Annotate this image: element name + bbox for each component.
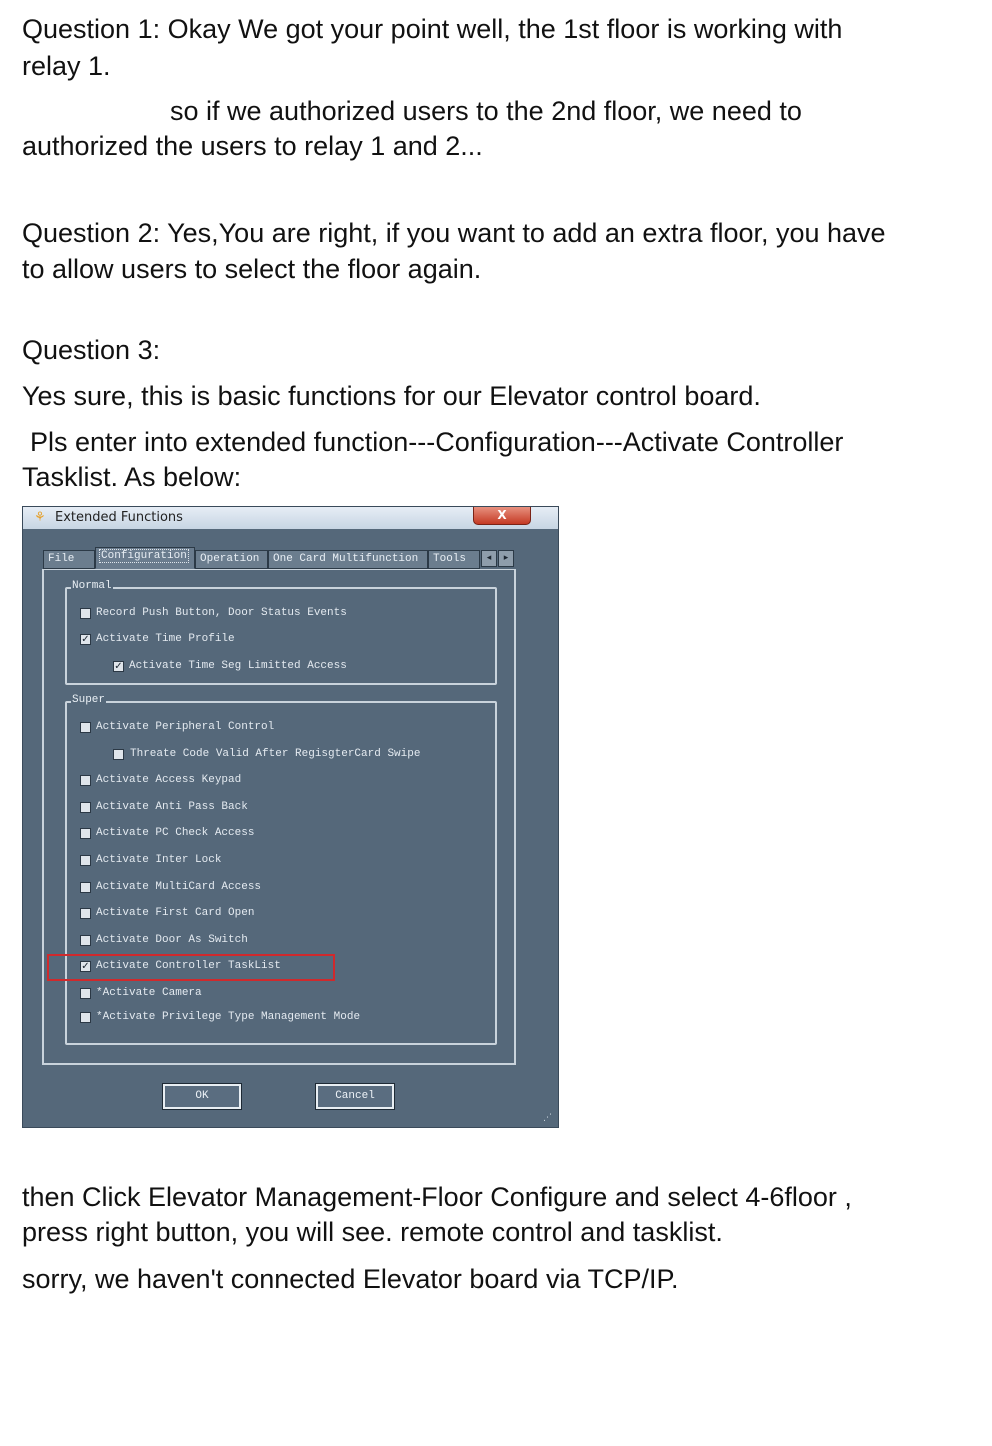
option-privilege-type-mode: *Activate Privilege Type Management Mode: [96, 1011, 361, 1023]
cancel-button[interactable]: Cancel: [316, 1084, 394, 1109]
checkbox-threate-code-valid[interactable]: [113, 749, 124, 760]
app-icon: ⚘: [34, 510, 46, 525]
option-activate-time-profile: Activate Time Profile: [96, 633, 235, 645]
tab-tools-label: Tools: [433, 553, 467, 565]
normal-group-title: Normal: [72, 580, 112, 592]
q3-line-1: Question 3:: [22, 335, 161, 365]
option-record-push-button: Record Push Button, Door Status Events: [96, 607, 347, 619]
dialog-title: Extended Functions: [55, 510, 183, 525]
q1-line-2: relay 1.: [22, 51, 111, 81]
tab-file[interactable]: [43, 550, 95, 569]
after-line-3: sorry, we haven't connected Elevator board via TCP/IP.: [22, 1264, 679, 1294]
checkbox-inter-lock[interactable]: [80, 855, 91, 866]
ok-button[interactable]: OK: [163, 1084, 241, 1109]
q3-line-3: Pls enter into extended function---Configuration---Activate Controller: [30, 427, 844, 457]
checkbox-record-push-button[interactable]: [80, 608, 91, 619]
checkbox-privilege-type-mode[interactable]: [80, 1012, 91, 1023]
checkbox-time-seg-limitted-access[interactable]: ✓: [114, 661, 123, 672]
tab-operation[interactable]: [195, 550, 268, 569]
tab-one-card-label: One Card Multifunction: [273, 553, 419, 565]
tab-scroll-right-icon[interactable]: ▸: [498, 550, 514, 567]
option-door-as-switch: Activate Door As Switch: [96, 934, 248, 946]
q1-line-1: Question 1: Okay We got your point well, the 1st floor is working with: [22, 14, 843, 44]
checkbox-controller-tasklist[interactable]: ✓: [81, 961, 90, 972]
after-line-1: then Click Elevator Management-Floor Configure and select 4-6floor ,: [22, 1182, 852, 1212]
q1-line-3: so if we authorized users to the 2nd floor, we need to: [170, 96, 802, 126]
checkbox-access-keypad[interactable]: [80, 775, 91, 786]
option-multicard-access: Activate MultiCard Access: [96, 881, 262, 893]
extended-functions-dialog: [22, 506, 559, 1128]
tab-configuration[interactable]: [95, 547, 195, 569]
checkbox-peripheral-control[interactable]: [80, 722, 91, 733]
option-time-seg-limitted-access: Activate Time Seg Limitted Access: [129, 660, 347, 672]
checkbox-activate-time-profile[interactable]: ✓: [81, 634, 90, 645]
option-threate-code-valid: Threate Code Valid After RegisgterCard Swipe: [130, 748, 421, 760]
option-controller-tasklist: Activate Controller TaskList: [96, 960, 281, 972]
q3-line-2: Yes sure, this is basic functions for our Elevator control board.: [22, 381, 761, 411]
tab-tools[interactable]: [428, 550, 480, 569]
resize-grip-icon[interactable]: ⋰: [543, 1113, 552, 1123]
dialog-titlebar: [23, 507, 558, 529]
q3-line-4: Tasklist. As below:: [22, 462, 242, 492]
tasklist-highlight-box: [47, 954, 335, 981]
option-access-keypad: Activate Access Keypad: [96, 774, 242, 786]
tab-configuration-label: Configuration: [101, 550, 187, 562]
after-line-2: press right button, you will see. remote control and tasklist.: [22, 1217, 723, 1247]
checkbox-multicard-access[interactable]: [80, 882, 91, 893]
option-anti-pass-back: Activate Anti Pass Back: [96, 801, 248, 813]
tab-one-card-multifunction[interactable]: [268, 550, 428, 569]
tab-operation-label: Operation: [200, 553, 260, 565]
option-peripheral-control: Activate Peripheral Control: [96, 721, 275, 733]
close-button[interactable]: X: [473, 506, 531, 525]
checkbox-door-as-switch[interactable]: [80, 935, 91, 946]
checkbox-first-card-open[interactable]: [80, 908, 91, 919]
option-pc-check-access: Activate PC Check Access: [96, 827, 255, 839]
checkbox-anti-pass-back[interactable]: [80, 802, 91, 813]
checkbox-activate-camera[interactable]: [80, 988, 91, 999]
q2-line-2: to allow users to select the floor again.: [22, 254, 482, 284]
option-inter-lock: Activate Inter Lock: [96, 854, 222, 866]
q2-line-1: Question 2: Yes,You are right, if you want to add an extra floor, you have: [22, 218, 886, 248]
checkbox-pc-check-access[interactable]: [80, 828, 91, 839]
q1-line-4: authorized the users to relay 1 and 2...: [22, 131, 483, 161]
tab-scroll-left-icon[interactable]: ◂: [481, 550, 497, 567]
tab-file-label: File: [48, 553, 75, 565]
option-first-card-open: Activate First Card Open: [96, 907, 255, 919]
option-activate-camera: *Activate Camera: [96, 987, 202, 999]
super-group-title: Super: [72, 694, 106, 706]
